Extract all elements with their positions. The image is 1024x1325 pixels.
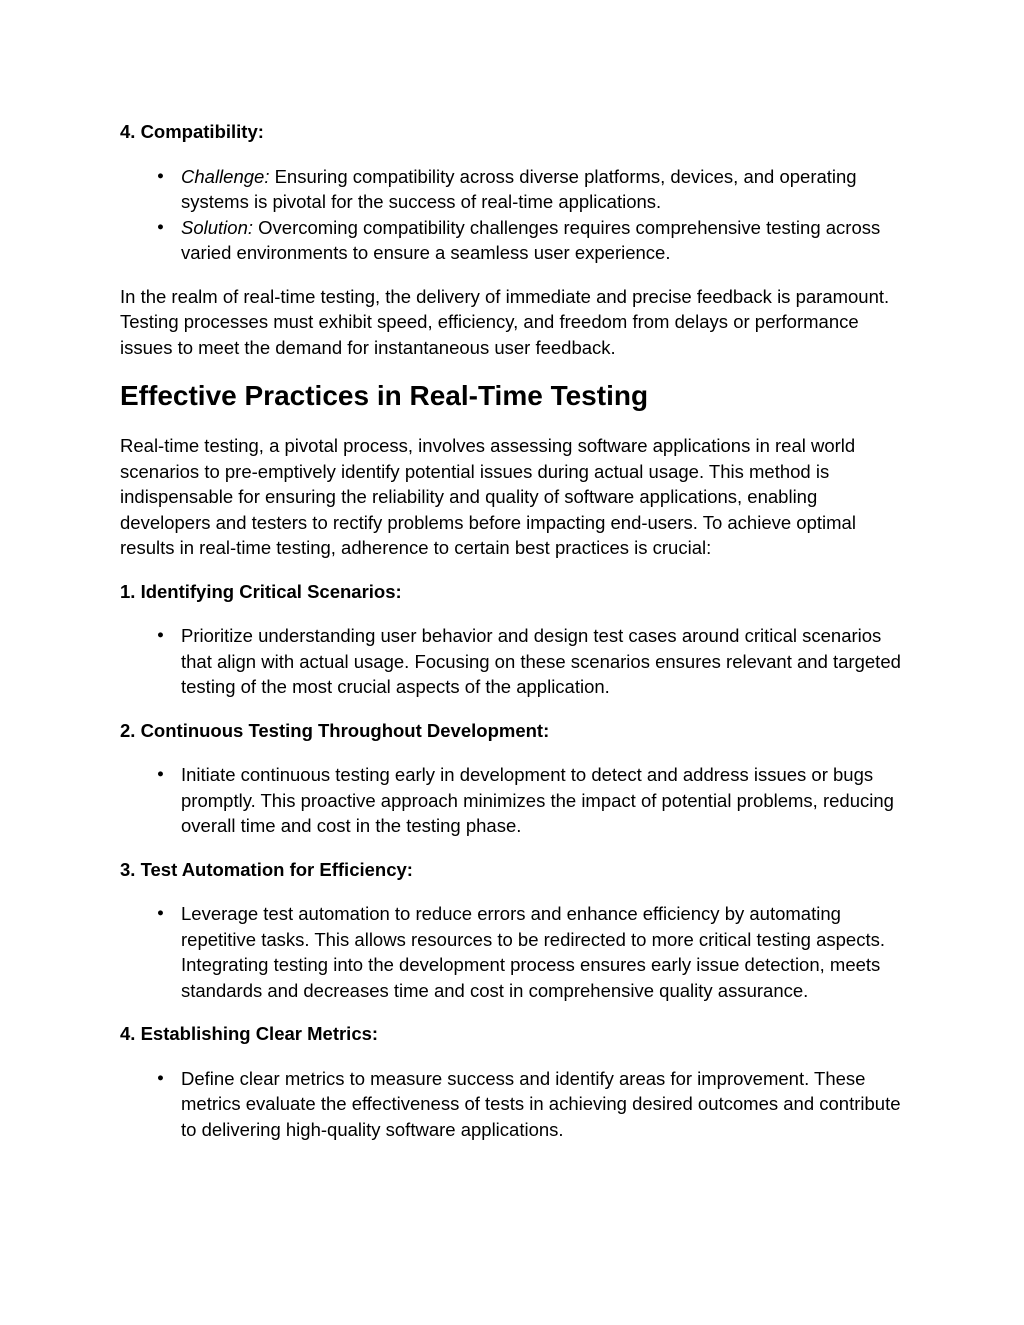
bullet-text: Prioritize understanding user behavior and design test cases around critical scenarios that align with actual usage. Focusing on these scenarios ensures relevant and targeted testing of the most crucial aspects of the application. [181,625,901,697]
practice-section-clear-metrics [120,1021,904,1142]
practice-section-continuous-testing [120,718,904,839]
list-item-solution [181,215,904,266]
bullet-text-solution: Overcoming compatibility challenges requires comprehensive testing across varied environments to ensure a seamless user experience. [181,216,881,263]
bullet-text-challenge: Ensuring compatibility across diverse platforms, devices, and operating systems is pivotal for the success of real-time applications. [181,165,857,212]
practice-section-test-automation [120,857,904,1004]
continuous-testing-bullet-list [120,762,904,839]
compatibility-bullet-list [120,164,904,266]
paragraph-realtime-feedback: In the realm of real-time testing, the delivery of immediate and precise feedback is paramount. Testing processes must exhibit speed, efficiency, and freedom from delays or performance issues to meet the demand for instantaneous user feedback. [120,285,890,358]
page-title: Effective Practices in Real-Time Testing [120,380,649,411]
list-item [181,1066,904,1143]
subsection-heading-critical-scenarios: 1. Identifying Critical Scenarios: [120,580,402,602]
bullet-text: Initiate continuous testing early in development to detect and address issues or bugs promptly. This proactive approach minimizes the impact of potential problems, reducing overall time and cost in the testing phase. [181,764,894,836]
subsection-heading-clear-metrics: 4. Establishing Clear Metrics: [120,1023,379,1044]
bullet-text: Leverage test automation to reduce errors and enhance efficiency by automating repetitive tasks. This allows resources to be redirected to more critical testing aspects. Integrating testing into the development process ensures early issue detection, meets standards and decreases time and cost in comprehensive quality assurance. [181,903,885,1001]
paragraph-practices-intro: Real-time testing, a pivotal process, involves assessing software applications in real world scenarios to pre-emptively identify potential issues during actual usage. This method is indispensable for ensuring the reliability and quality of software applications, enabling developers and testers to rectify problems before impacting end-users. To achieve optimal results in real-time testing, adherence to certain best practices is crucial: [120,435,856,558]
subsection-heading-continuous-testing: 2. Continuous Testing Throughout Development: [120,719,550,741]
list-item [181,901,904,1003]
list-item [181,762,904,839]
list-item-challenge [181,164,904,215]
test-automation-bullet-list [120,901,904,1003]
bullet-lead-challenge: Challenge: [181,165,270,187]
practice-section-critical-scenarios [120,579,904,700]
bullet-lead-solution: Solution: [181,216,253,238]
list-item [181,623,904,700]
clear-metrics-bullet-list [120,1066,904,1143]
subsection-heading-compatibility: 4. Compatibility: [120,121,264,142]
bullet-text: Define clear metrics to measure success and identify areas for improvement. These metrics evaluate the effectiveness of tests in achieving desired outcomes and contribute to delivering high-quality software applications. [181,1067,901,1140]
subsection-heading-test-automation: 3. Test Automation for Efficiency: [120,858,413,880]
critical-scenarios-bullet-list [120,623,904,700]
